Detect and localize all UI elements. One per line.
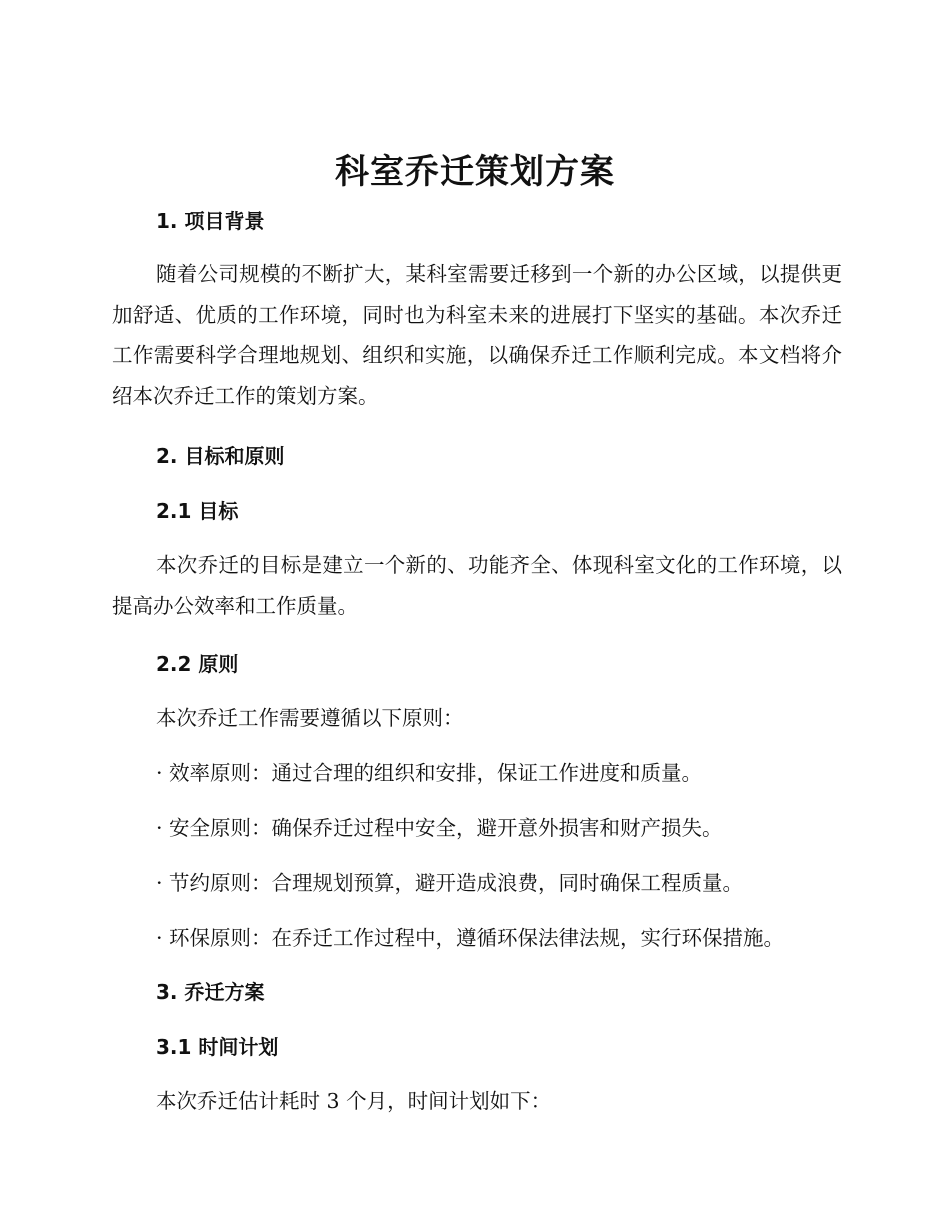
principle-item-efficiency: · 效率原则：通过合理的组织和安排，保证工作进度和质量。	[156, 761, 703, 785]
section-1-heading: 1. 项目背景	[156, 209, 265, 233]
section-2-heading: 2. 目标和原则	[156, 444, 285, 468]
section-3-1-heading: 3.1 时间计划	[156, 1035, 279, 1059]
principle-item-safety: · 安全原则：确保乔迁过程中安全，避开意外损害和财产损失。	[156, 816, 723, 840]
section-3-heading: 3. 乔迁方案	[156, 980, 265, 1004]
document-title: 科室乔迁策划方案	[335, 152, 615, 192]
principle-item-environment: · 环保原则：在乔迁工作过程中，遵循环保法律法规，实行环保措施。	[156, 926, 785, 950]
section-3-1-intro: 本次乔迁估计耗时 3 个月，时间计划如下：	[156, 1089, 552, 1113]
section-2-2-heading: 2.2 原则	[156, 652, 239, 676]
section-1-paragraph: 随着公司规模的不断扩大，某科室需要迁移到一个新的办公区域，以提供更加舒适、优质的工作环境，同时也为科室未来的进展打下坚实的基础。本次乔迁工作需要科学合理地规划、组织和实施，以确保乔迁工作顺利完成。本文档将介绍本次乔迁工作的策划方案。	[112, 262, 842, 408]
section-2-2-intro: 本次乔迁工作需要遵循以下原则：	[156, 706, 464, 730]
section-2-1-paragraph: 本次乔迁的目标是建立一个新的、功能齐全、体现科室文化的工作环境，以提高办公效率和工作质量。	[112, 553, 842, 618]
section-2-1-heading: 2.1 目标	[156, 499, 239, 523]
principle-item-economy: · 节约原则：合理规划预算，避开造成浪费，同时确保工程质量。	[156, 871, 744, 895]
